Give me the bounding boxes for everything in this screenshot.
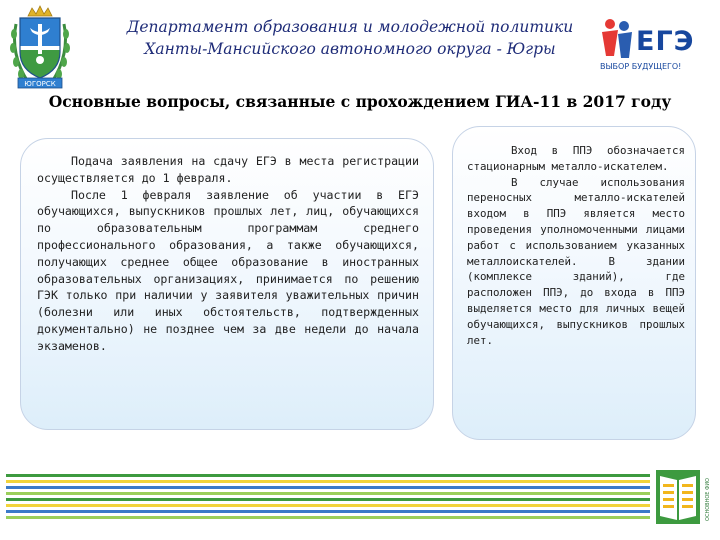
entry-paragraph-2: В случае использования переносных металло-искателей входом в ППЭ является место проведения уполномоченными лицами работ с использованием указанных металлоискателей. В здании (комплексе зданий), где расположен ППЭ, до входа в ППЭ выделяется место для личных вещей обучающихся, выпускников прошлых лет. bbox=[467, 175, 685, 347]
open-book-icon bbox=[654, 464, 702, 528]
ege-slogan: ВЫБОР БУДУЩЕГО! bbox=[600, 62, 682, 71]
ege-logo-text: ЕГЭ bbox=[636, 26, 695, 57]
metal-detector-info-panel bbox=[452, 126, 696, 440]
entry-paragraph-1: Вход в ППЭ обозначается стационарным металло-искателем. bbox=[467, 144, 685, 173]
registration-info-panel bbox=[20, 138, 434, 430]
registration-paragraph-1: Подача заявления на сдачу ЕГЭ в места регистрации осуществляется до 1 февраля. bbox=[37, 154, 419, 185]
header-line-2: Ханты-Мансийского автономного округа - Югры bbox=[144, 40, 556, 58]
header-line-1: Департамент образования и молодежной политики bbox=[126, 18, 574, 36]
page-title: Основные вопросы, связанные с прохождением ГИА-11 в 2017 году bbox=[48, 92, 672, 111]
emblem-banner-text: ЮГОРСК bbox=[24, 80, 56, 88]
department-header bbox=[110, 16, 590, 60]
footer-stripes bbox=[6, 474, 650, 522]
registration-paragraph-2: После 1 февраля заявление об участии в ЕГЭ обучающихся, выпускников прошлых лет, лиц, обучающихся по образовательным программам среднего профессионального образования, а также обучающихся, получающих среднее общее образование в иностранных образовательных организациях, принимается по решению ГЭК только при наличии у заявителя уважительных причин (болезни или иных обстоятельств, подтвержденных документально) не позднее чем за две недели до начала экзаменов. bbox=[37, 187, 419, 353]
district-emblem bbox=[8, 4, 72, 92]
people-icon bbox=[602, 19, 632, 58]
footer-side-label: ОСНОВНОЕ ФИО bbox=[705, 478, 711, 521]
crown-icon bbox=[28, 6, 52, 16]
